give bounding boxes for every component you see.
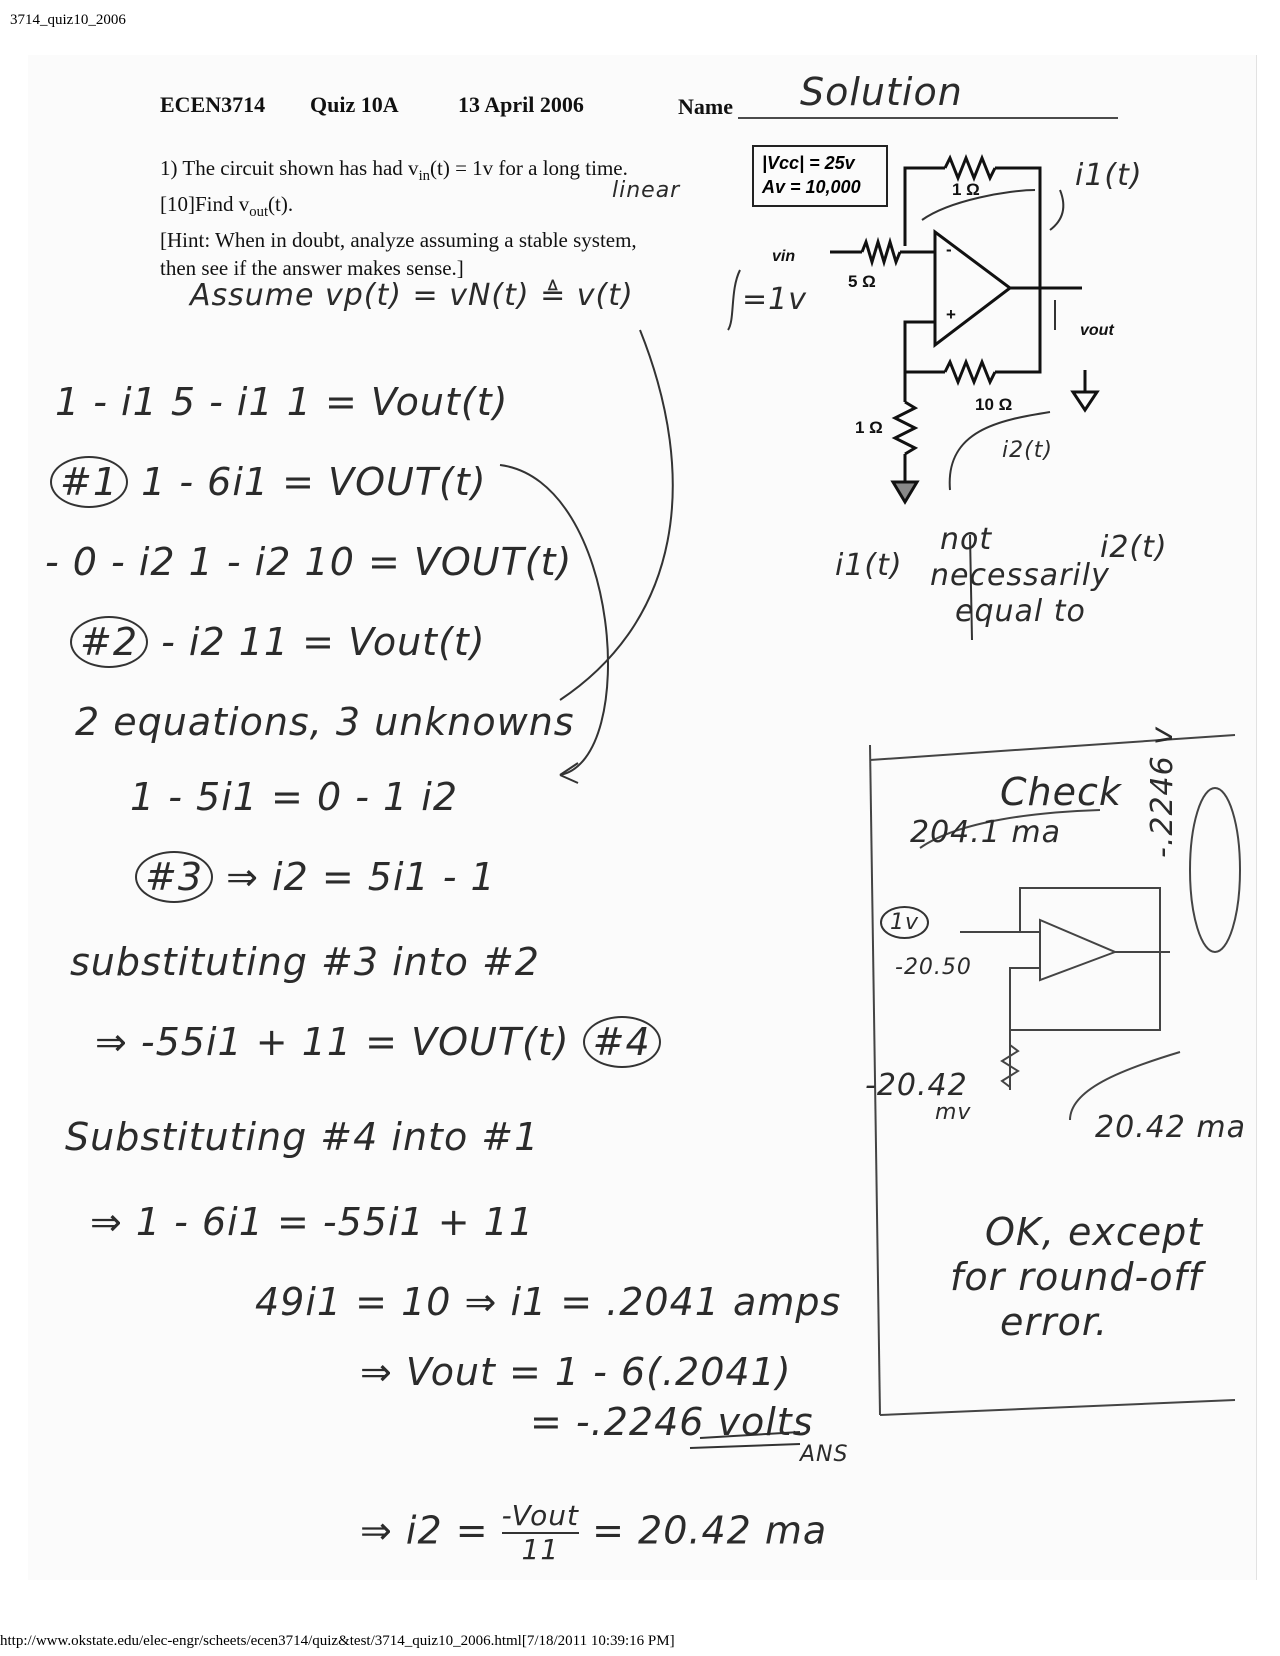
- i2-label: i2(t): [1002, 438, 1053, 463]
- equation-9-lhs: ⇒ i2 =: [360, 1508, 489, 1553]
- course-code: ECEN3714: [160, 92, 266, 117]
- check-current-bottom: 20.42 ma: [1095, 1110, 1247, 1145]
- equation-6: 49i1 = 10 ⇒ i1 = .2041 amps: [255, 1280, 842, 1324]
- not-equal-left: i1(t): [835, 548, 903, 583]
- tag-3: #3: [135, 851, 213, 903]
- equation-a: 1 - i1 5 - i1 1 = Vout(t): [55, 380, 509, 424]
- equation-3-row: [135, 855, 496, 899]
- spec-vcc: |Vcc| = 25v: [762, 153, 855, 173]
- i1-arrow: [1050, 190, 1063, 230]
- label-r-feedback: 1 Ω: [952, 180, 980, 199]
- op-amp-plus: +: [946, 305, 956, 324]
- equation-5: ⇒ 1 - 6i1 = -55i1 + 11: [90, 1200, 535, 1244]
- equation-1-row: [50, 460, 487, 504]
- equation-7: ⇒ Vout = 1 - 6(.2041): [360, 1350, 792, 1394]
- resistor-positive-feedback: [945, 362, 995, 382]
- circuit-schematic: [830, 158, 1097, 502]
- note-unknowns: 2 equations, 3 unknowns: [75, 700, 575, 744]
- equation-3: ⇒ i2 = 5i1 - 1: [226, 855, 496, 899]
- equation-8: = -.2246 volts: [530, 1400, 814, 1444]
- equation-9-rhs: = 20.42 ma: [592, 1508, 828, 1553]
- equation-4-row: [95, 1020, 661, 1064]
- step-substitute-1: substituting #3 into #2: [70, 940, 540, 984]
- not-equal-line-1: not: [940, 522, 993, 557]
- vin-equals-1v: =1v: [742, 282, 807, 317]
- resistor-ground: [895, 402, 915, 454]
- equation-2: - i2 11 = Vout(t): [161, 620, 486, 664]
- question-line-3: [Hint: When in doubt, analyze assuming a stable system,: [160, 228, 637, 253]
- question-line-1: 1) The circuit shown has had $v_{in}(t) = 1v$ for a long time.: [160, 156, 628, 185]
- equation-c: 1 - 5i1 = 0 - 1 i2: [130, 775, 458, 819]
- question-line-2: [10]Find $v_{out}(t)$.: [160, 192, 294, 221]
- check-vin: 1v: [880, 910, 929, 935]
- tag-1: #1: [50, 456, 128, 508]
- equation-b: - 0 - i2 1 - i2 10 = VOUT(t): [45, 540, 573, 584]
- question-line-4: then see if the answer makes sense.]: [160, 256, 464, 281]
- i1-label: i1(t): [1075, 158, 1143, 193]
- equation-2-row: [70, 620, 486, 664]
- label-vout: vout: [1080, 322, 1114, 339]
- page-tab-title: 3714_quiz10_2006: [10, 12, 126, 28]
- not-equal-right: i2(t): [1100, 530, 1168, 565]
- quiz-number: Quiz 10A: [310, 92, 399, 117]
- ground-symbol-1: [893, 482, 917, 502]
- check-current-top: 204.1 ma: [910, 815, 1062, 850]
- ground-symbol-2: [1073, 392, 1097, 410]
- spec-gain: Av = 10,000: [762, 177, 861, 197]
- fraction-denominator: 11: [521, 1533, 560, 1566]
- assumption: Assume vp(t) = vN(t) ≜ v(t): [190, 278, 634, 313]
- label-r-positive-feedback: 10 Ω: [975, 395, 1013, 414]
- label-vin: vin: [772, 248, 796, 265]
- op-amp-minus: -: [946, 240, 952, 259]
- name-label: Name: [678, 94, 733, 119]
- resistor-input: [862, 242, 900, 262]
- check-conclusion-2: for round-off: [950, 1255, 1203, 1299]
- not-equal-line-2: necessarily: [930, 558, 1110, 593]
- footer-url: http://www.okstate.edu/elec-engr/scheets/ecen3714/quiz&test/3714_quiz10_2006.html[7/18/2011 10:39:16 PM]: [0, 1633, 675, 1649]
- check-conclusion-1: OK, except: [985, 1210, 1204, 1254]
- resistor-feedback: [945, 158, 995, 178]
- check-node-voltage-2: -20.42: [865, 1068, 968, 1103]
- check-op-amp: [1040, 920, 1115, 980]
- equation-9-row: [360, 1500, 827, 1566]
- answer-mark: ANS: [800, 1442, 849, 1467]
- name-value: Solution: [800, 70, 963, 114]
- check-title: Check: [1000, 770, 1122, 814]
- step-substitute-2: Substituting #4 into #1: [65, 1115, 540, 1159]
- check-vout: -.2246 v: [1145, 726, 1180, 858]
- fraction: [502, 1500, 579, 1566]
- fraction-numerator: -Vout: [501, 1499, 580, 1532]
- label-r-input: 5 Ω: [848, 272, 876, 291]
- quiz-date: 13 April 2006: [458, 92, 584, 117]
- label-r-ground: 1 Ω: [855, 418, 883, 437]
- tag-4: #4: [583, 1016, 661, 1068]
- tag-2: #2: [70, 616, 148, 668]
- linear-note: linear: [612, 178, 681, 203]
- not-equal-line-3: equal to: [955, 594, 1086, 629]
- check-node-voltage: -20.50: [895, 955, 972, 980]
- check-conclusion-3: error.: [1000, 1300, 1109, 1344]
- equation-4: ⇒ -55i1 + 11 = VOUT(t): [95, 1020, 570, 1064]
- equation-1: 1 - 6i1 = VOUT(t): [141, 460, 487, 504]
- check-node-voltage-2-unit: mv: [935, 1100, 972, 1125]
